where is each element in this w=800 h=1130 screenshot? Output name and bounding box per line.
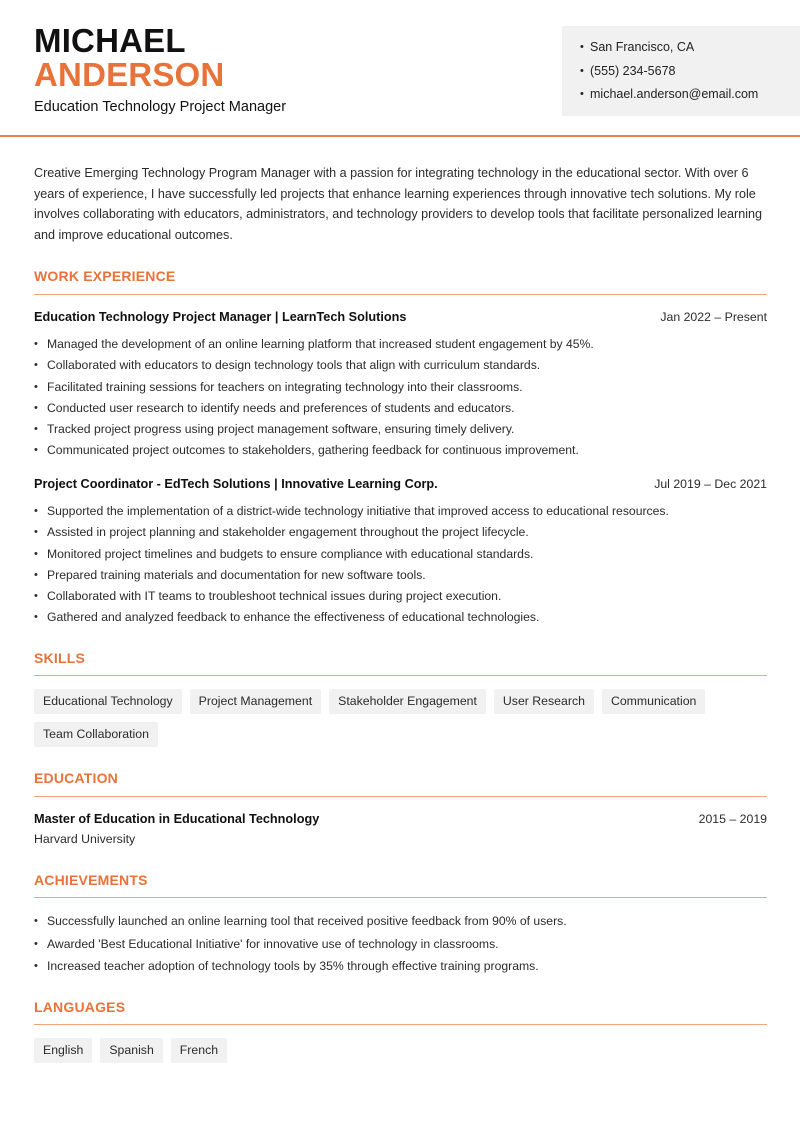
section-divider [34,897,767,898]
language-chip: French [171,1038,227,1063]
job-title: Education Technology Project Manager [34,99,287,115]
list-item: • Gathered and analyzed feedback to enhance the effectiveness of educational technologies. [34,609,774,630]
skill-chip: Team Collaboration [34,722,158,747]
contact-box [562,26,800,116]
job-heading: Education Technology Project Manager | LearnTech Solutions [34,310,407,324]
skill-chip: Stakeholder Engagement [329,689,486,714]
section-divider [34,796,767,797]
job-bullets [34,503,774,631]
achievements-title: ACHIEVEMENTS [34,872,148,888]
languages-title: LANGUAGES [34,999,126,1015]
list-item: • Monitored project timelines and budgets to ensure compliance with educational standards. [34,546,774,567]
list-item: • Successfully launched an online learning tool that received positive feedback from 90% of users. [34,913,774,936]
skills-title: SKILLS [34,650,85,666]
skill-chip: User Research [494,689,594,714]
contact-list [580,39,758,110]
list-item: • Increased teacher adoption of technology tools by 35% through effective training programs. [34,958,774,981]
skill-chip: Communication [602,689,705,714]
skill-chip: Project Management [190,689,321,714]
contact-phone: • (555) 234-5678 [580,63,758,87]
section-divider [34,294,767,295]
list-item: • Facilitated training sessions for teachers on integrating technology into their classrooms. [34,379,774,400]
language-chip: English [34,1038,92,1063]
contact-location: • San Francisco, CA [580,39,758,63]
achievements-list [34,913,774,981]
first-name: MICHAEL [34,22,186,59]
job-dates: Jul 2019 – Dec 2021 [654,477,767,491]
languages-list [34,1038,774,1063]
summary: Creative Emerging Technology Program Manager with a passion for integrating technology in the educational sector. With over 6 years of experience, I have successfully led projects that enhance learning experiences through innovative tech solutions. My role involves collaborating with educators, administrators, and technology providers to develop tools that facilitate personalized learning and improve educational outcomes. [34,166,763,243]
list-item: • Prepared training materials and documentation for new software tools. [34,567,774,588]
education-title: EDUCATION [34,770,118,786]
education-school: Harvard University [34,832,136,846]
education-degree: Master of Education in Educational Technology [34,812,320,826]
resume-header [0,0,800,137]
list-item: • Supported the implementation of a district-wide technology initiative that improved access to educational resources. [34,503,774,524]
contact-email[interactable]: • michael.anderson@email.com [580,86,758,110]
work-experience-title: WORK EXPERIENCE [34,268,176,284]
list-item: • Tracked project progress using project management software, ensuring timely delivery. [34,421,774,442]
list-item: • Collaborated with IT teams to troubleshoot technical issues during project execution. [34,588,774,609]
section-divider [34,1024,767,1025]
list-item: • Collaborated with educators to design technology tools that align with curriculum standards. [34,357,774,378]
job-bullets [34,336,774,464]
list-item: • Managed the development of an online learning platform that increased student engagement by 45%. [34,336,774,357]
language-chip: Spanish [100,1038,162,1063]
list-item: • Awarded 'Best Educational Initiative' for innovative use of technology in classrooms. [34,936,774,959]
list-item: • Conducted user research to identify needs and preferences of students and educators. [34,400,774,421]
job-heading: Project Coordinator - EdTech Solutions | Innovative Learning Corp. [34,477,438,491]
list-item: • Communicated project outcomes to stakeholders, gathering feedback for continuous improvement. [34,442,774,463]
skill-chip: Educational Technology [34,689,182,714]
job-dates: Jan 2022 – Present [660,310,767,324]
last-name: ANDERSON [34,56,225,93]
list-item: • Assisted in project planning and stakeholder engagement throughout the project lifecycle. [34,524,774,545]
skills-list [34,689,774,747]
education-dates: 2015 – 2019 [698,812,767,826]
section-divider [34,675,767,676]
